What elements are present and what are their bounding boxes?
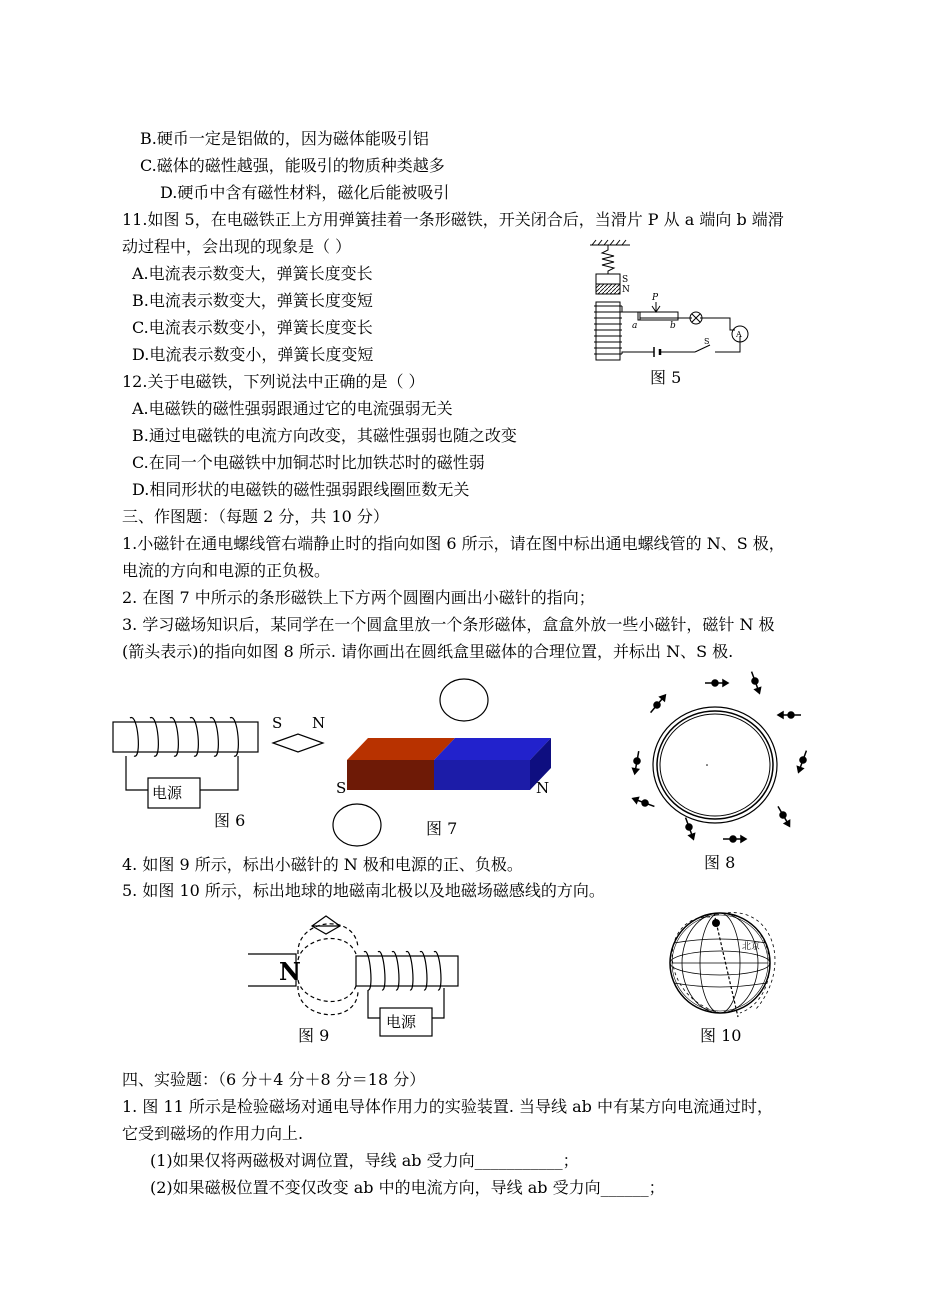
fig6-needle-s: S <box>272 714 283 732</box>
fig6-power-label: 电源 <box>152 784 183 802</box>
fig7-n-label: N <box>536 779 550 797</box>
fig8-compass-needle-icon <box>778 712 801 718</box>
q11-option-d: D.电流表示数变小，弹簧长度变短 <box>132 345 374 364</box>
q12-option-b: B.通过电磁铁的电流方向改变，其磁性强弱也随之改变 <box>132 426 517 445</box>
figure-6 <box>108 710 338 820</box>
q10-option-d: D.硬币中含有磁性材料，磁化后能被吸引 <box>160 183 450 202</box>
section3-q1-line2: 电流的方向和电源的正负极。 <box>122 561 331 580</box>
fig5-label-s: S <box>622 275 629 285</box>
section4-sub2: (2)如果磁极位置不变仅改变 ab 中的电流方向，导线 ab 受力向______； <box>150 1178 665 1197</box>
fig8-compass-needle-icon <box>775 805 792 828</box>
fig8-compass-needle-icon <box>705 680 728 686</box>
fig8-compass-needle-icon <box>796 750 810 774</box>
section3-q3-line1: 3. 学习磁场知识后，某同学在一个圆盒里放一个条形磁体，盒盒外放一些小磁针，磁针 N 极 <box>122 615 775 634</box>
q11-option-c: C.电流表示数变小，弹簧长度变长 <box>132 318 373 337</box>
fig5-label-a: a <box>632 321 638 331</box>
q11-stem-line2: 动过程中，会出现的现象是（ ） <box>122 237 352 256</box>
fig9-magnet-label: N <box>279 957 301 986</box>
q12-stem: 12.关于电磁铁，下列说法中正确的是（ ） <box>122 372 425 391</box>
fig7-caption: 图 7 <box>426 819 458 838</box>
q11-option-b: B.电流表示数变大，弹簧长度变短 <box>132 291 373 310</box>
section3-q5: 5. 如图 10 所示，标出地球的地磁南北极以及地磁场磁感线的方向。 <box>122 881 605 900</box>
section4-sub1: (1)如果仅将两磁极对调位置，导线 ab 受力向___________； <box>150 1151 579 1170</box>
fig8-compass-needle-icon <box>632 796 656 810</box>
section3-q2: 2. 在图 7 中所示的条形磁铁上下方两个圆圈内画出小磁针的指向； <box>122 588 595 607</box>
fig7-circle-bottom <box>333 804 381 846</box>
figure-10 <box>660 905 790 1025</box>
fig10-caption: 图 10 <box>700 1026 742 1045</box>
figure-9 <box>246 908 466 1038</box>
fig5-label-b: b <box>670 321 676 331</box>
fig9-caption: 图 9 <box>298 1026 330 1045</box>
fig8-compass-needle-icon <box>723 836 746 842</box>
fig7-s-label: S <box>336 779 347 797</box>
section3-heading: 三、作图题：（每题 2 分，共 10 分） <box>122 507 389 526</box>
section3-q3-line2: (箭头表示)的指向如图 8 所示. 请你画出在圆纸盒里磁体的合理位置，并标出 N、S 极. <box>122 642 734 661</box>
q10-option-b: B.硬币一定是铝做的，因为磁体能吸引铝 <box>140 129 429 148</box>
fig5-switch-label: S <box>704 337 710 346</box>
section4-heading: 四、实验题：（6 分＋4 分＋8 分＝18 分） <box>122 1070 426 1089</box>
fig8-compass-needle-icon <box>749 671 763 695</box>
fig10-beijing-label: 北京 <box>742 942 761 952</box>
q12-option-a: A.电磁铁的磁性强弱跟通过它的电流强弱无关 <box>132 399 453 418</box>
fig5-caption: 图 5 <box>650 368 682 387</box>
fig8-caption: 图 8 <box>704 853 736 872</box>
fig5-label-n: N <box>622 285 630 295</box>
q12-option-d: D.相同形状的电磁铁的磁性强弱跟线圈匝数无关 <box>132 480 470 499</box>
q12-option-c: C.在同一个电磁铁中加铜芯时比加铁芯时的磁性弱 <box>132 453 485 472</box>
fig8-compass-needle-icon <box>648 693 667 714</box>
section3-q4: 4. 如图 9 所示，标出小磁针的 N 极和电源的正、负极。 <box>122 855 523 874</box>
figure-8 <box>625 665 825 855</box>
q11-option-a: A.电流表示数变大，弹簧长度变长 <box>132 264 373 283</box>
q10-option-c: C.磁体的磁性越强，能吸引的物质种类越多 <box>140 156 445 175</box>
fig8-compass-needle-icon <box>632 751 642 775</box>
section4-q1-line2: 它受到磁场的作用力向上. <box>122 1124 304 1143</box>
section3-q1-line1: 1.小磁针在通电螺线管右端静止时的指向如图 6 所示，请在图中标出通电螺线管的 N、S 极， <box>122 534 785 553</box>
q11-stem-line1: 11.如图 5，在电磁铁正上方用弹簧挂着一条形磁铁，开关闭合后，当滑片 P 从 a 端向 b 端滑 <box>122 210 784 229</box>
fig9-power-label: 电源 <box>386 1013 417 1031</box>
section4-q1-line1: 1. 图 11 所示是检验磁场对通电导体作用力的实验装置. 当导线 ab 中有某方向电流通过时， <box>122 1097 774 1116</box>
fig5-ammeter-label: A <box>736 330 742 339</box>
fig6-needle-n: N <box>312 714 326 732</box>
fig7-circle-top <box>440 679 488 721</box>
fig5-label-p: P <box>652 293 659 303</box>
fig6-caption: 图 6 <box>214 811 246 830</box>
